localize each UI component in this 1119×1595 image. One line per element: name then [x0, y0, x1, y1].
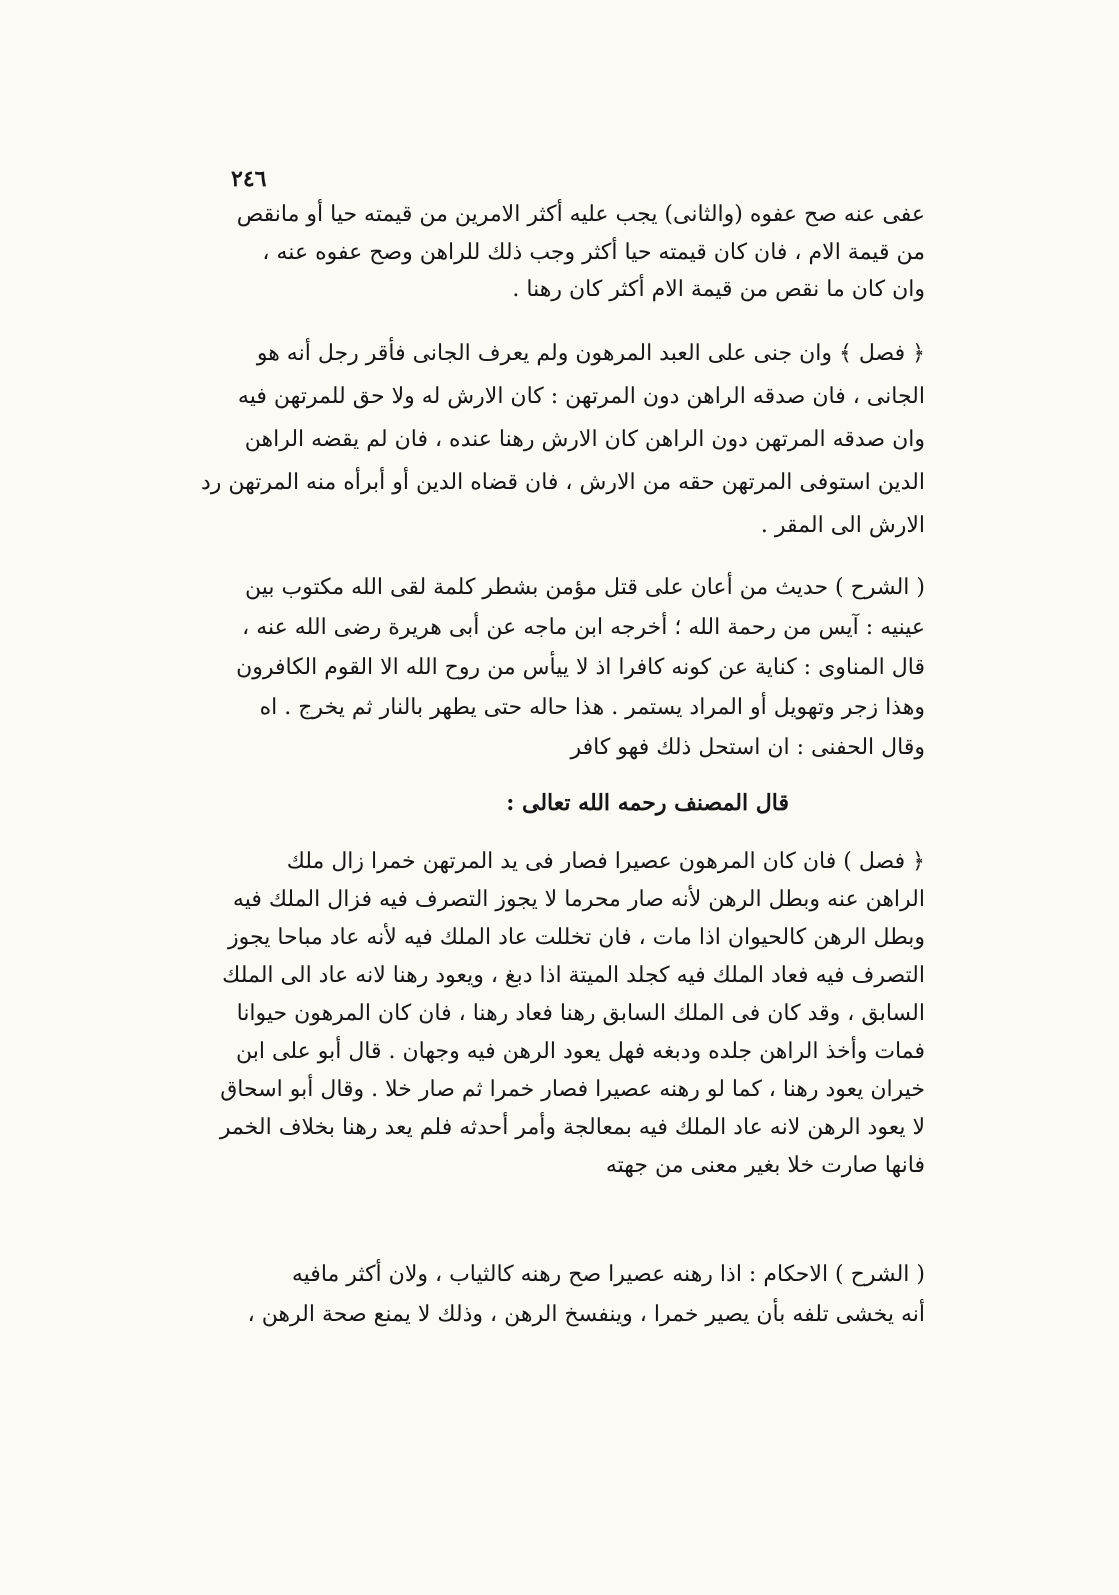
section-heading: قال المصنف رحمه الله تعالى : [506, 790, 789, 816]
text-line: وقال الحفنى : ان استحل ذلك فهو كافر [570, 735, 925, 760]
text-line: التصرف فيه فعاد الملك فيه كجلد الميتة اذا دبغ ، ويعود رهنا لانه عاد الى الملك [222, 963, 925, 988]
text-line: ( الشرح ) حديث من أعان على قتل مؤمن بشطر كلمة لقى الله مكتوب بين [244, 575, 925, 600]
text-line: الراهن عنه وبطل الرهن لأنه صار محرما لا يجوز التصرف فيه فزال الملك فيه [232, 887, 925, 912]
text-line: الارش الى المقر . [760, 513, 925, 538]
paragraph-1 [195, 196, 925, 309]
text-line: وبطل الرهن كالحيوان اذا مات ، فان تخللت عاد الملك فيه لأنه عاد مباحا يجوز [228, 925, 925, 950]
text-line: لا يعود الرهن لانه عاد الملك فيه بمعالجة وأمر أحدثه فلم يعد رهنا بخلاف الخمر [219, 1115, 925, 1140]
paragraph-2 [195, 332, 925, 547]
text-line: قال المناوى : كناية عن كونه كافرا اذ لا ييأس من روح الله الا القوم الكافرون [236, 655, 925, 680]
page-number: ٢٤٦ [231, 166, 267, 192]
text-line: وان كان ما نقص من قيمة الام أكثر كان رهنا . [512, 277, 925, 302]
text-line: السابق ، وقد كان فى الملك السابق رهنا فعاد رهنا ، فان كان المرهون حيوانا [236, 1001, 925, 1026]
text-line: وان صدقه المرتهن دون الراهن كان الارش رهنا عنده ، فان لم يقضه الراهن [244, 427, 925, 452]
paragraph-4 [195, 843, 925, 1185]
text-line: ﴿ فصل ﴾ وان جنى على العبد المرهون ولم يعرف الجانى فأقر رجل أنه هو [256, 341, 925, 366]
text-line: فانها صارت خلا بغير معنى من جهته [605, 1153, 925, 1178]
text-line: أنه يخشى تلفه بأن يصير خمرا ، وينفسخ الرهن ، وذلك لا يمنع صحة الرهن ، [247, 1302, 925, 1327]
text-line: الجانى ، فان صدقه الراهن دون المرتهن : كان الارش له ولا حق للمرتهن فيه [237, 384, 925, 409]
paragraph-5 [195, 1255, 925, 1335]
text-line: وهذا زجر وتهويل أو المراد يستمر . هذا حاله حتى يطهر بالنار ثم يخرج . اه [259, 695, 925, 720]
text-line: عفى عنه صح عفوه (والثانى) يجب عليه أكثر الامرين من قيمته حيا أو مانقص [236, 202, 925, 227]
text-line: ﴿ فصل ) فان كان المرهون عصيرا فصار فى يد المرتهن خمرا زال ملك [286, 849, 925, 874]
text-line: ( الشرح ) الاحكام : اذا رهنه عصيرا صح رهنه كالثياب ، ولان أكثر مافيه [291, 1262, 925, 1287]
text-line: خيران يعود رهنا ، كما لو رهنه عصيرا فصار خمرا ثم صار خلا . وقال أبو اسحاق [220, 1077, 925, 1102]
text-line: فمات وأخذ الراهن جلده ودبغه فهل يعود الرهن فيه وجهان . قال أبو على ابن [236, 1039, 925, 1064]
paragraph-3 [195, 568, 925, 768]
text-line: الدين استوفى المرتهن حقه من الارش ، فان قضاه الدين أو أبرأه منه المرتهن رد [200, 470, 925, 495]
text-line: عينيه : آيس من رحمة الله ؛ أخرجه ابن ماجه عن أبى هريرة رضى الله عنه ، [242, 615, 925, 640]
text-line: من قيمة الام ، فان كان قيمته حيا أكثر وجب ذلك للراهن وصح عفوه عنه ، [262, 239, 925, 265]
